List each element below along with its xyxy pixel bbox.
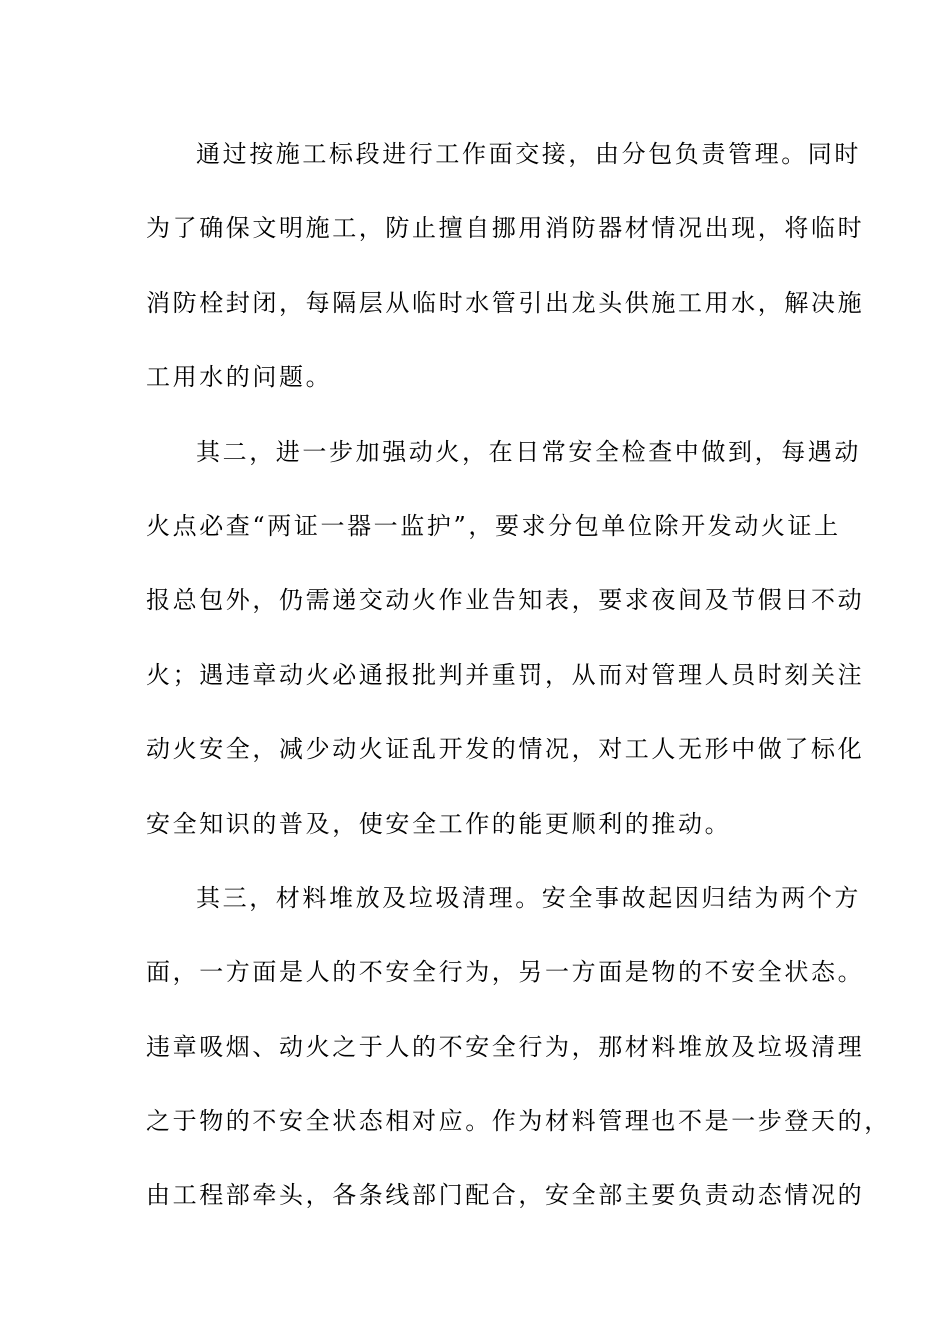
paragraph-line: 通过按施工标段进行工作面交接，由分包负责管理。同时	[196, 140, 861, 168]
paragraph-line: 其二，进一步加强动火，在日常安全检查中做到，每遇动	[196, 437, 861, 466]
paragraph-line: 之于物的不安全状态相对应。作为材料管理也不是一步登天的，	[146, 1107, 891, 1136]
paragraph-line: 火点必查“两证一器一监护”，要求分包单位除开发动火证上	[146, 511, 841, 540]
paragraph-line: 火；遇违章动火必通报批判并重罚，从而对管理人员时刻关注	[146, 660, 865, 689]
paragraph-line: 面，一方面是人的不安全行为，另一方面是物的不安全状态。	[146, 958, 865, 987]
paragraph-line: 为了确保文明施工，防止擅自挪用消防器材情况出现，将临时	[146, 214, 865, 243]
paragraph-line: 由工程部牵头，各条线部门配合，安全部主要负责动态情况的	[146, 1181, 865, 1210]
paragraph-line: 其三，材料堆放及垃圾清理。安全事故起因归结为两个方	[196, 883, 861, 912]
body-text	[146, 133, 891, 1249]
paragraph-line: 安全知识的普及，使安全工作的能更顺利的推动。	[146, 809, 732, 838]
paragraph-line: 消防栓封闭，每隔层从临时水管引出龙头供施工用水，解决施	[146, 288, 865, 317]
paragraph-line: 动火安全，减少动火证乱开发的情况，对工人无形中做了标化	[146, 735, 865, 764]
paragraph-line: 工用水的问题。	[146, 363, 333, 392]
paragraph-line: 报总包外，仍需递交动火作业告知表，要求夜间及节假日不动	[146, 586, 865, 615]
paragraph-line: 违章吸烟、动火之于人的不安全行为，那材料堆放及垃圾清理	[146, 1032, 865, 1061]
